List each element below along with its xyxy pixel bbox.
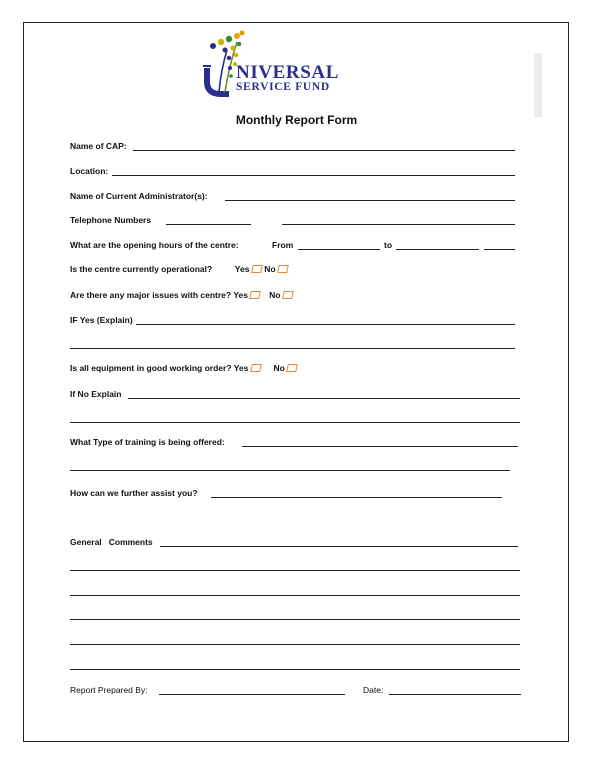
general-comments-label: General Comments (70, 537, 153, 547)
name-of-cap-label: Name of CAP: (70, 141, 127, 151)
equipment-row (70, 363, 297, 373)
major-issues-no-checkbox[interactable] (282, 291, 294, 299)
name-of-cap-field[interactable] (133, 150, 515, 151)
usf-logo (199, 30, 389, 100)
if-no-field-2[interactable] (70, 422, 520, 423)
equipment-label: Is all equipment in good working order? (70, 363, 232, 373)
logo-wordmark: NIVERSAL (236, 62, 339, 83)
major-issues-row (70, 290, 293, 300)
training-label: What Type of training is being offered: (70, 437, 225, 447)
logo-subtitle: SERVICE FUND (236, 81, 330, 93)
operational-no-checkbox[interactable] (277, 265, 289, 273)
date-label: Date: (363, 685, 384, 695)
major-issues-yes-label: Yes (233, 290, 248, 300)
from-label: From (272, 240, 294, 250)
training-field-2[interactable] (70, 470, 510, 471)
if-no-field[interactable] (128, 398, 520, 399)
major-issues-yes-checkbox[interactable] (249, 291, 261, 299)
date-field[interactable] (389, 694, 521, 695)
scrollbar[interactable] (534, 53, 542, 117)
comment-line-4[interactable] (70, 619, 520, 620)
telephone-field-1[interactable] (166, 224, 251, 225)
hours-extra-field[interactable] (484, 249, 515, 250)
telephone-label: Telephone Numbers (70, 215, 152, 225)
from-field[interactable] (298, 249, 380, 250)
form-title: Monthly Report Form (235, 113, 358, 127)
form-page (23, 22, 569, 742)
prepared-by-field[interactable] (159, 694, 345, 695)
equipment-no-label: No (273, 363, 285, 373)
administrator-label: Name of Current Administrator(s): (70, 191, 208, 201)
equipment-yes-label: Yes (233, 363, 249, 373)
if-yes-label: IF Yes (Explain) (70, 315, 133, 325)
operational-yes-label: Yes (234, 264, 250, 274)
to-label: to (384, 240, 393, 250)
operational-yes-checkbox[interactable] (251, 265, 263, 273)
major-issues-no-label: No (269, 290, 281, 300)
operational-no-label: No (264, 264, 276, 274)
opening-hours-label: What are the opening hours of the centre: (70, 240, 239, 250)
comment-line-2[interactable] (70, 570, 520, 571)
administrator-field[interactable] (225, 200, 515, 201)
operational-row (70, 264, 288, 274)
general-comments-field[interactable] (160, 546, 518, 547)
equipment-yes-checkbox[interactable] (250, 364, 262, 372)
assist-label: How can we further assist you? (70, 488, 198, 498)
major-issues-label: Are there any major issues with centre? (70, 290, 232, 300)
comment-line-5[interactable] (70, 644, 520, 645)
to-field[interactable] (396, 249, 479, 250)
training-field[interactable] (242, 446, 518, 447)
if-yes-field-2[interactable] (70, 348, 515, 349)
comment-line-6[interactable] (70, 669, 520, 670)
comment-line-3[interactable] (70, 595, 520, 596)
if-no-label: If No Explain (70, 389, 122, 399)
if-yes-field[interactable] (136, 324, 515, 325)
operational-label: Is the centre currently operational? (70, 264, 213, 274)
location-label: Location: (70, 166, 109, 176)
location-field[interactable] (112, 175, 515, 176)
assist-field[interactable] (211, 497, 502, 498)
equipment-no-checkbox[interactable] (286, 364, 298, 372)
prepared-by-label: Report Prepared By: (70, 685, 148, 695)
telephone-field-2[interactable] (282, 224, 515, 225)
